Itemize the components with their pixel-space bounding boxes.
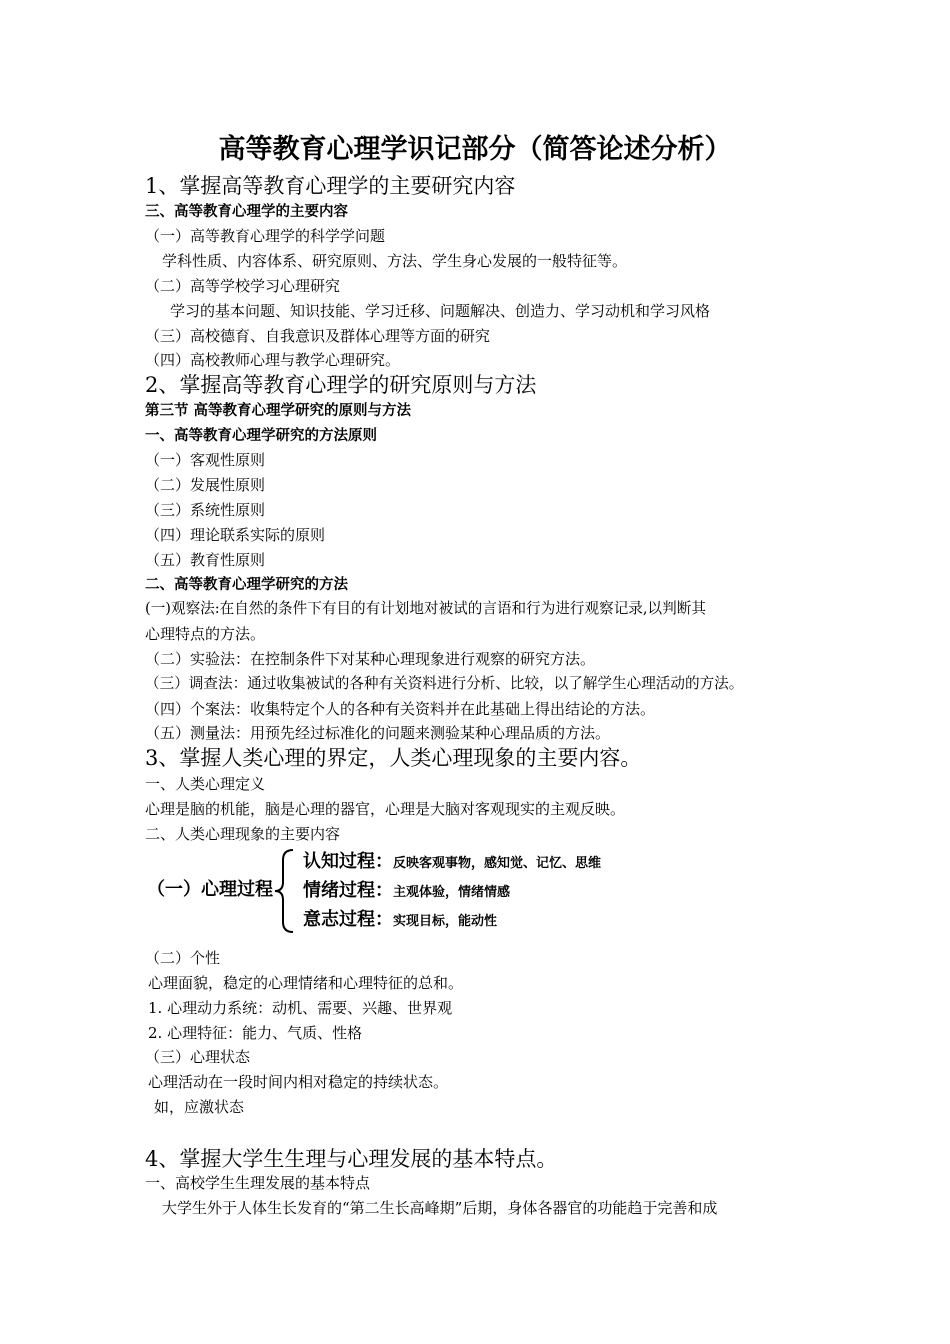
text-line: （五）教育性原则 [145,551,266,569]
text-line: （二）个性 [145,949,221,967]
text-line: 学习的基本问题、知识技能、学习迁移、问题解决、创造力、学习动机和学习风格 [170,302,711,320]
subheading: 三、高等教育心理学的主要内容 [145,203,348,220]
curly-brace-icon [273,848,295,934]
text-line: （三）调查法：通过收集被试的各种有关资料进行分析、比较，以了解学生心理活动的方法。 [145,675,744,692]
branch-name: 情绪过程： [303,880,393,901]
subheading: 二、高等教育心理学研究的方法 [145,576,348,593]
branch-description: 反映客观事物，感知觉、记忆、思维 [393,856,602,871]
text-line: 心理是脑的机能，脑是心理的器官，心理是大脑对客观现实的主观反映。 [145,800,626,818]
branch-description: 实现目标，能动性 [393,914,498,929]
text-line: 一、高校学生生理发展的基本特点 [145,1174,371,1192]
text-line: （四）理论联系实际的原则 [145,526,326,544]
section-heading-4: 4、掌握大学生生理与心理发展的基本特点。 [145,1147,558,1171]
text-line: （三）高校德育、自我意识及群体心理等方面的研究 [145,327,491,345]
text-line: （二）高等学校学习心理研究 [145,277,341,295]
subheading: 一、高等教育心理学研究的方法原则 [145,427,377,444]
text-line: 2. 心理特征：能力、气质、性格 [148,1024,363,1042]
text-line: 大学生外于人体生长发育的“第二生长高峰期”后期，身体各器官的功能趋于完善和成 [162,1199,718,1217]
diagram-branch [303,879,510,905]
document-title: 高等教育心理学识记部分（简答论述分析） [218,134,732,165]
text-line: 二、人类心理现象的主要内容 [145,825,341,843]
text-line: （四）高校教师心理与教学心理研究。 [145,351,401,369]
branch-description: 主观体验，情绪情感 [393,885,511,900]
text-line: 一、人类心理定义 [145,775,266,793]
text-line: 心理特点的方法。 [145,625,266,643]
text-line: 心理活动在一段时间内相对稳定的持续状态。 [148,1073,449,1091]
text-line: （三）心理状态 [145,1048,251,1066]
section-heading-2: 2、掌握高等教育心理学的研究原则与方法 [145,373,537,397]
text-line: （五）测量法：用预先经过标准化的问题来测验某种心理品质的方法。 [145,724,611,742]
section-heading-1: 1、掌握高等教育心理学的主要研究内容 [145,174,516,198]
text-line: （二）实验法：在控制条件下对某种心理现象进行观察的研究方法。 [145,650,596,668]
text-line: 心理面貌，稳定的心理情绪和心理特征的总和。 [148,974,464,992]
subheading: 第三节 高等教育心理学研究的原则与方法 [145,402,412,419]
text-line: 1. 心理动力系统：动机、需要、兴趣、世界观 [148,999,453,1017]
diagram-branch [303,908,497,934]
text-line: （三）系统性原则 [145,501,266,519]
text-line: （一）高等教育心理学的科学学问题 [145,227,386,245]
diagram-root-label: （一）心理过程 [147,879,273,900]
text-line: (一)观察法:在自然的条件下有目的有计划地对被试的言语和行为进行观察记录,以判断其 [145,600,706,617]
mental-process-diagram [145,848,625,934]
diagram-branch [303,850,601,876]
text-line: （二）发展性原则 [145,476,266,494]
text-line: 学科性质、内容体系、研究原则、方法、学生身心发展的一般特征等。 [162,252,628,270]
text-line: （一）客观性原则 [145,451,266,469]
branch-name: 意志过程： [303,909,393,930]
text-line: （四）个案法：收集特定个人的各种有关资料并在此基础上得出结论的方法。 [145,700,656,718]
section-heading-3: 3、掌握人类心理的界定，人类心理现象的主要内容。 [145,746,642,770]
branch-name: 认知过程： [303,851,393,872]
text-line: 如，应激状态 [154,1098,245,1116]
